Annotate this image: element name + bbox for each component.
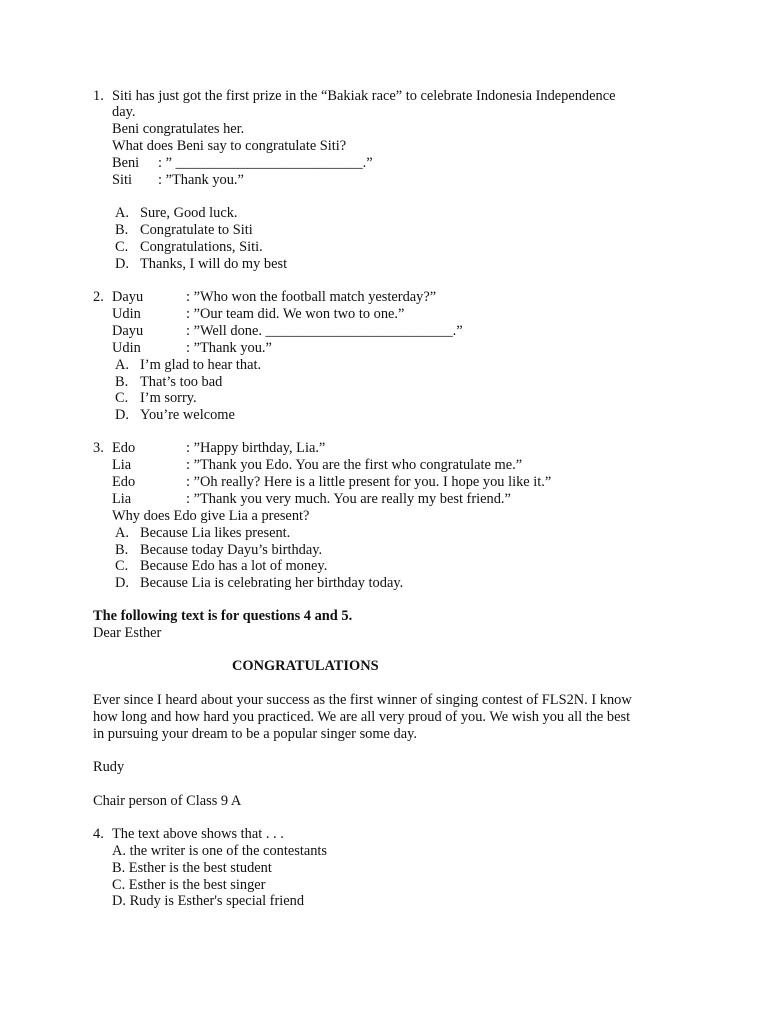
option-letter: D.	[115, 407, 129, 423]
dialog-speaker: Beni	[112, 155, 140, 171]
option-letter: A.	[115, 357, 129, 373]
dialog-speaker: Edo	[112, 440, 136, 456]
option-text: C. Esther is the best singer	[112, 877, 266, 893]
question-text: The text above shows that . . .	[112, 826, 284, 842]
letter-salutation: Dear Esther	[93, 625, 162, 641]
option-letter: C.	[115, 558, 129, 574]
option-text: B. Esther is the best student	[112, 860, 272, 876]
dialog-speaker: Dayu	[112, 289, 144, 305]
question-text: Beni congratulates her.	[112, 121, 245, 137]
dialog-line: : ”Well done. __________________________.”	[186, 323, 463, 339]
option-text: Sure, Good luck.	[140, 205, 238, 221]
dialog-line: : ”Thank you.”	[186, 340, 272, 356]
letter-title: CONGRATULATIONS	[232, 658, 379, 674]
option-text: Thanks, I will do my best	[140, 256, 288, 272]
option-text: Because today Dayu’s birthday.	[140, 542, 323, 558]
option-text: You’re welcome	[140, 407, 235, 423]
question-number: 4.	[93, 826, 104, 842]
option-letter: D.	[115, 256, 129, 272]
option-letter: C.	[115, 390, 129, 406]
option-text: I’m glad to hear that.	[140, 357, 262, 373]
dialog-line: : ”Thank you very much. You are really my best friend.”	[186, 491, 511, 507]
option-letter: B.	[115, 374, 129, 390]
dialog-speaker: Dayu	[112, 323, 144, 339]
option-text: A. the writer is one of the contestants	[112, 843, 328, 859]
letter-body-line: Ever since I heard about your success as the first winner of singing contest of FLS2N. I know	[93, 692, 632, 708]
dialog-speaker: Lia	[112, 491, 132, 507]
option-text: D. Rudy is Esther's special friend	[112, 893, 305, 909]
letter-body-line: how long and how hard you practiced. We are all very proud of you. We wish you all the best	[93, 709, 631, 725]
question-text: Why does Edo give Lia a present?	[112, 508, 310, 524]
dialog-line: : ”Happy birthday, Lia.”	[186, 440, 326, 456]
passage-intro: The following text is for questions 4 and 5.	[93, 608, 353, 624]
option-letter: A.	[115, 525, 129, 541]
dialog-line: : ”Oh really? Here is a little present for you. I hope you like it.”	[186, 474, 552, 490]
option-text: Because Edo has a lot of money.	[140, 558, 328, 574]
option-text: That’s too bad	[140, 374, 223, 390]
dialog-speaker: Edo	[112, 474, 136, 490]
option-letter: B.	[115, 222, 129, 238]
letter-sender-title: Chair person of Class 9 A	[93, 793, 242, 809]
dialog-line: : ”Thank you Edo. You are the first who congratulate me.”	[186, 457, 523, 473]
dialog-speaker: Lia	[112, 457, 132, 473]
option-text: Because Lia is celebrating her birthday today.	[140, 575, 404, 591]
question-number: 2.	[93, 289, 104, 305]
letter-body-line: in pursuing your dream to be a popular singer some day.	[93, 726, 417, 742]
dialog-line: : ” __________________________.”	[158, 155, 373, 171]
dialog-line: : ”Thank you.”	[158, 172, 244, 188]
question-text: day.	[112, 104, 136, 120]
option-letter: A.	[115, 205, 129, 221]
option-text: Congratulations, Siti.	[140, 239, 263, 255]
option-text: I’m sorry.	[140, 390, 197, 406]
dialog-speaker: Siti	[112, 172, 132, 188]
option-text: Because Lia likes present.	[140, 525, 291, 541]
dialog-speaker: Udin	[112, 306, 141, 322]
question-number: 3.	[93, 440, 104, 456]
question-text: What does Beni say to congratulate Siti?	[112, 138, 347, 154]
dialog-line: : ”Who won the football match yesterday?”	[186, 289, 437, 305]
question-text: Siti has just got the first prize in the “Bakiak race” to celebrate Indonesia Independence	[112, 88, 616, 104]
option-letter: B.	[115, 542, 129, 558]
dialog-speaker: Udin	[112, 340, 141, 356]
option-letter: D.	[115, 575, 129, 591]
question-number: 1.	[93, 88, 104, 104]
letter-sender: Rudy	[93, 759, 125, 775]
dialog-line: : ”Our team did. We won two to one.”	[186, 306, 405, 322]
option-letter: C.	[115, 239, 129, 255]
option-text: Congratulate to Siti	[140, 222, 253, 238]
